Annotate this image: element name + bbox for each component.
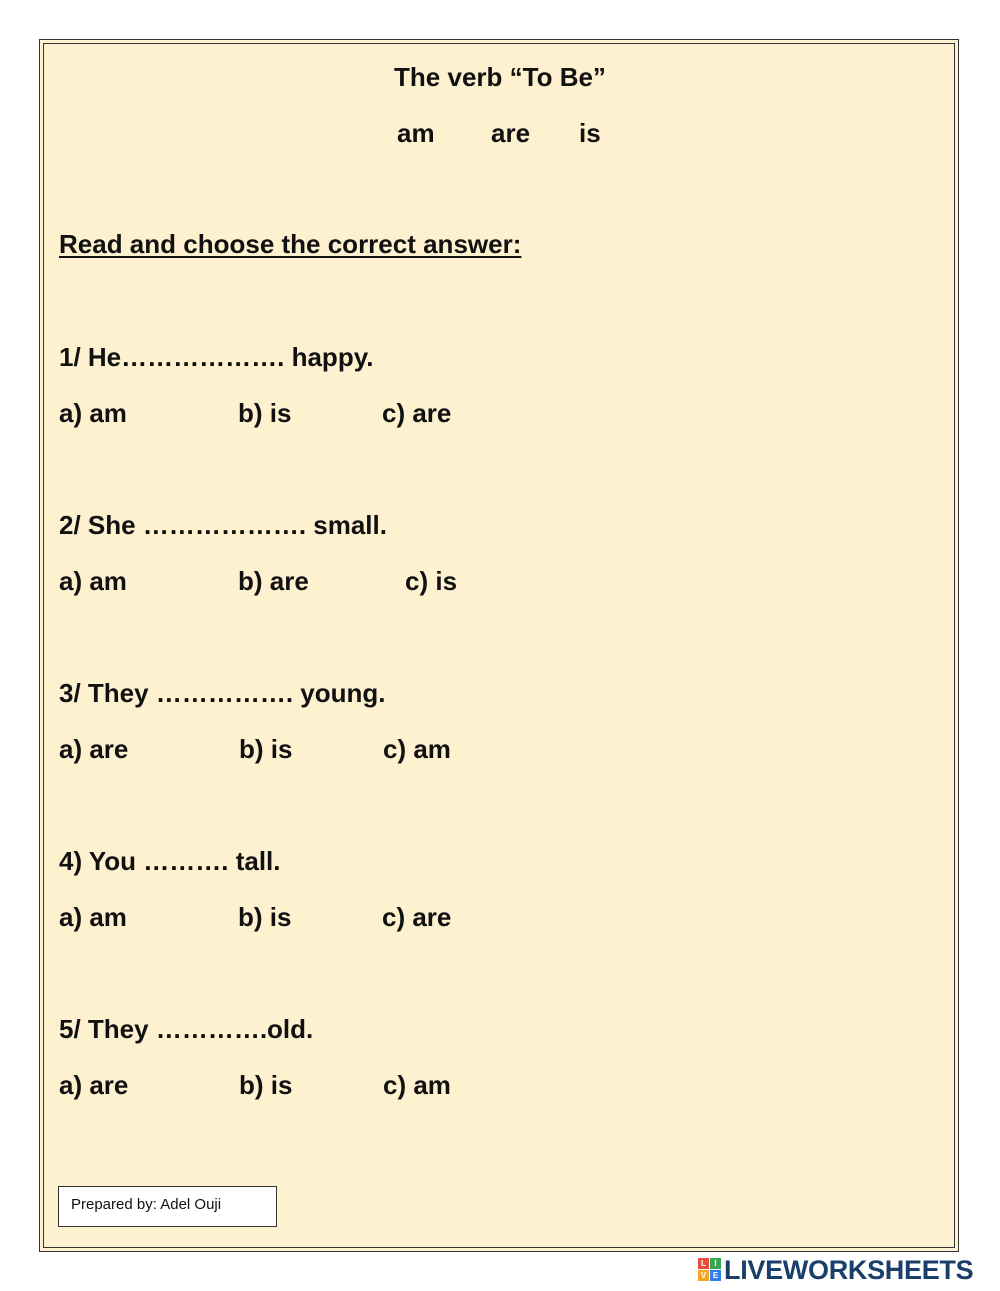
- q5-option-c[interactable]: c) am: [383, 1070, 451, 1100]
- q5-option-a[interactable]: a) are: [59, 1070, 129, 1100]
- logo-letter-e: E: [710, 1270, 721, 1281]
- question-5: 5/ They ………….old.: [59, 1014, 314, 1044]
- q1-option-c[interactable]: c) are: [382, 398, 452, 428]
- q4-option-a[interactable]: a) am: [59, 902, 127, 932]
- q5-option-b[interactable]: b) is: [239, 1070, 293, 1100]
- q1-option-a[interactable]: a) am: [59, 398, 127, 428]
- page-border: [43, 43, 955, 1248]
- logo-letter-i: I: [710, 1258, 721, 1269]
- q3-option-a[interactable]: a) are: [59, 734, 129, 764]
- author-box: [58, 1186, 277, 1227]
- question-1: 1/ He………………. happy.: [59, 342, 374, 372]
- q2-option-b[interactable]: b) are: [238, 566, 309, 596]
- q3-option-c[interactable]: c) am: [383, 734, 451, 764]
- worksheet-page: [39, 39, 959, 1252]
- q4-option-c[interactable]: c) are: [382, 902, 452, 932]
- question-4: 4) You ………. tall.: [59, 846, 281, 876]
- logo-wordmark: LIVEWORKSHEETS: [724, 1254, 974, 1285]
- liveworksheets-logo-icon: [698, 1258, 722, 1282]
- page-title: The verb “To Be”: [394, 62, 606, 92]
- logo-letter-l: L: [698, 1258, 709, 1269]
- q2-option-c[interactable]: c) is: [405, 566, 458, 596]
- q1-option-b[interactable]: b) is: [238, 398, 292, 428]
- question-2: 2/ She ………………. small.: [59, 510, 387, 540]
- verb-is: is: [579, 118, 601, 148]
- verb-are: are: [491, 118, 531, 148]
- liveworksheets-logo[interactable]: [698, 1254, 973, 1286]
- q4-option-b[interactable]: b) is: [238, 902, 292, 932]
- instruction-heading: Read and choose the correct answer:: [59, 229, 522, 259]
- verb-am: am: [397, 118, 435, 148]
- logo-letter-v: V: [698, 1270, 709, 1281]
- q2-option-a[interactable]: a) am: [59, 566, 127, 596]
- q3-option-b[interactable]: b) is: [239, 734, 293, 764]
- author-credit: Prepared by: Adel Ouji: [71, 1196, 222, 1213]
- question-3: 3/ They ……………. young.: [59, 678, 386, 708]
